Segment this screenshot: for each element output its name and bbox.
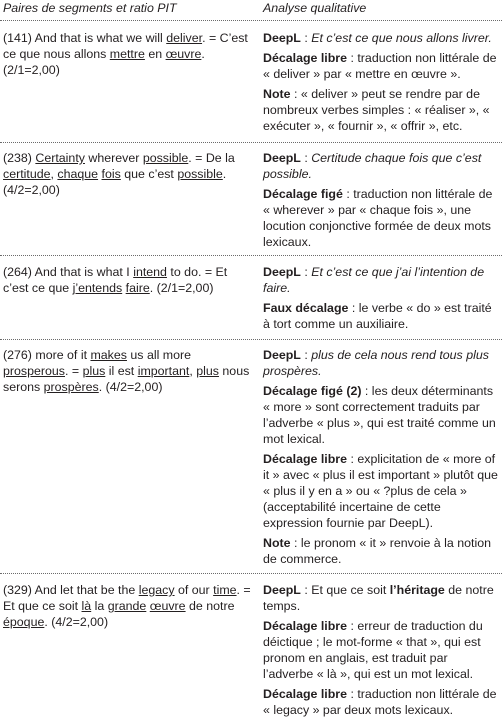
bold-label: Note <box>263 536 291 550</box>
underlined-word: époque <box>3 615 45 629</box>
analysis-paragraph <box>263 347 501 379</box>
analysis-paragraph <box>263 300 501 332</box>
text-run: : <box>300 348 312 362</box>
text-run: (264) And that is what I <box>3 265 134 279</box>
text-run: il est <box>105 364 138 378</box>
text-run: . = <box>65 364 83 378</box>
underlined-word: grande <box>107 599 147 613</box>
row-2-pair <box>3 150 253 202</box>
underlined-word: important <box>137 364 190 378</box>
bold-label: DeepL <box>263 583 301 597</box>
bold-label: DeepL <box>263 265 301 279</box>
text-run: wherever <box>84 151 143 165</box>
row-1-analysis <box>263 30 501 138</box>
text-run: : <box>300 151 312 165</box>
underlined-word: time <box>213 583 237 597</box>
text-run: . (4/2=2,00) <box>98 380 163 394</box>
underlined-word: faire <box>125 281 150 295</box>
header-left: Paires de segments et ratio PIT <box>3 1 177 15</box>
underlined-word: makes <box>90 348 127 362</box>
analysis-paragraph <box>263 30 501 46</box>
divider <box>0 142 502 143</box>
underlined-word: chaque <box>57 167 99 181</box>
text-run: : traduction non littérale de « deliver » par « mettre en œuvre ». <box>263 51 497 81</box>
underlined-word: certitude <box>3 167 51 181</box>
divider <box>0 255 502 256</box>
bold-label: Décalage figé (2) <box>263 384 362 398</box>
bold-label: Décalage libre <box>263 51 348 65</box>
divider <box>0 573 502 574</box>
italic-text: plus de cela nous rend tous plus prospères. <box>263 348 489 378</box>
analysis-paragraph <box>263 451 501 531</box>
text-run: . (2/1=2,00) <box>3 47 205 77</box>
row-5-pair <box>3 582 253 634</box>
text-run: , <box>189 364 197 378</box>
italic-text: Et c’est ce que nous allons livrer. <box>311 31 492 45</box>
analysis-paragraph <box>263 150 501 182</box>
row-2-analysis <box>263 150 501 254</box>
text-run: : traduction non littérale de « wherever » par « chaque fois », une locution conjonctive formée de deux mots lexicaux. <box>263 187 493 249</box>
segment-pair-text <box>3 30 253 78</box>
underlined-word: mettre <box>109 47 145 61</box>
text-run: . = Et que ce soit <box>3 583 251 613</box>
row-4-pair <box>3 347 253 399</box>
analysis-paragraph <box>263 50 501 82</box>
bold-label: Faux décalage <box>263 301 349 315</box>
underlined-word: plus <box>82 364 106 378</box>
underlined-word: possible <box>177 167 223 181</box>
underlined-word: là <box>81 599 92 613</box>
analysis-paragraph <box>263 86 501 134</box>
text-run: : le pronom « it » renvoie à la notion de commerce. <box>263 536 491 566</box>
analysis-paragraph <box>263 535 501 567</box>
text-run: de notre temps. <box>263 583 494 613</box>
segment-pair-text <box>3 150 253 198</box>
text-run: (141) And that is what we will <box>3 31 167 45</box>
header-right: Analyse qualitative <box>263 1 367 15</box>
text-run: : <box>300 265 312 279</box>
underlined-word: legacy <box>138 583 175 597</box>
text-run: (276) more of it <box>3 348 91 362</box>
italic-text: Et c’est ce que j’ai l’intention de faire. <box>263 265 485 295</box>
underlined-word: Certainty <box>35 151 85 165</box>
text-run: . (4/2=2,00) <box>44 615 109 629</box>
segment-pair-text <box>3 264 253 296</box>
analysis-paragraph <box>263 686 501 718</box>
bold-label: DeepL <box>263 31 301 45</box>
text-run: to do. = Et c’est ce que <box>3 265 228 295</box>
bold-label: Note <box>263 87 291 101</box>
text-run: us all more <box>126 348 192 362</box>
text-run: la <box>91 599 108 613</box>
underlined-word: deliver <box>166 31 203 45</box>
text-run: nous serons <box>3 364 250 394</box>
row-4-analysis <box>263 347 501 571</box>
text-run: of our <box>174 583 214 597</box>
underlined-word: possible <box>142 151 189 165</box>
divider <box>0 20 502 21</box>
text-run: : Et que ce soit <box>300 583 390 597</box>
bold-label: Décalage libre <box>263 452 348 466</box>
text-run: : le verbe « do » est traité à tort comme un auxiliaire. <box>263 301 492 331</box>
analysis-paragraph <box>263 264 501 296</box>
underlined-word: œuvre <box>149 599 186 613</box>
analysis-paragraph <box>263 582 501 614</box>
text-run: de notre <box>185 599 235 613</box>
analysis-paragraph <box>263 383 501 447</box>
text-run: en <box>144 47 166 61</box>
underlined-word: j’entends <box>72 281 123 295</box>
text-run: (329) And let that be the <box>3 583 139 597</box>
bold-label: Décalage figé <box>263 187 343 201</box>
bold-label: DeepL <box>263 348 301 362</box>
underlined-word: fois <box>101 167 121 181</box>
row-3-analysis <box>263 264 501 336</box>
segment-pair-text <box>3 347 253 395</box>
bold-label: Décalage libre <box>263 687 348 701</box>
underlined-word: intend <box>133 265 167 279</box>
text-run: : erreur de traduction du déictique ; le mot-forme « that », qui est pronom en anglais, est traduit par l’adverbe « là », qui est un mot lexical. <box>263 619 483 681</box>
segment-pair-text <box>3 582 253 630</box>
underlined-word: œuvre <box>165 47 202 61</box>
underlined-word: prospères <box>43 380 99 394</box>
analysis-paragraph <box>263 186 501 250</box>
text-run: . (2/1=2,00) <box>149 281 214 295</box>
text-run: , <box>50 167 58 181</box>
text-run: (238) <box>3 151 36 165</box>
bold-label: l’héritage <box>389 583 445 597</box>
text-run: : <box>300 31 312 45</box>
text-run: : les deux déterminants « more » sont correctement traduits par l’adverbe « plus », qui est traité comme un mot lexical. <box>263 384 496 446</box>
text-run: . = C’est ce que nous allons <box>3 31 248 61</box>
divider <box>0 339 502 340</box>
underlined-word: plus <box>196 364 219 378</box>
row-3-pair <box>3 264 253 300</box>
row-5-analysis <box>263 582 501 722</box>
text-run: : traduction non littérale de « legacy » par deux mots lexicaux. <box>263 687 497 717</box>
text-run: : explicitation de « more of it » avec « plus il est important » plutôt que « plus il y en a » ou « ?plus de cela » (acceptabilité incertaine de cette expression fournie par DeepL). <box>263 452 498 530</box>
analysis-paragraph <box>263 618 501 682</box>
underlined-word: prosperous <box>3 364 65 378</box>
bold-label: DeepL <box>263 151 301 165</box>
row-1-pair <box>3 30 253 82</box>
italic-text: Certitude chaque fois que c’est possible. <box>263 151 482 181</box>
text-run: : « deliver » peut se rendre par de nombreux verbes simples : « réaliser », « exécuter », « fournir », « offrir », etc. <box>263 87 490 133</box>
text-run: que c’est <box>120 167 178 181</box>
bold-label: Décalage libre <box>263 619 348 633</box>
text-run: . (4/2=2,00) <box>3 167 227 197</box>
text-run: . = De la <box>188 151 235 165</box>
